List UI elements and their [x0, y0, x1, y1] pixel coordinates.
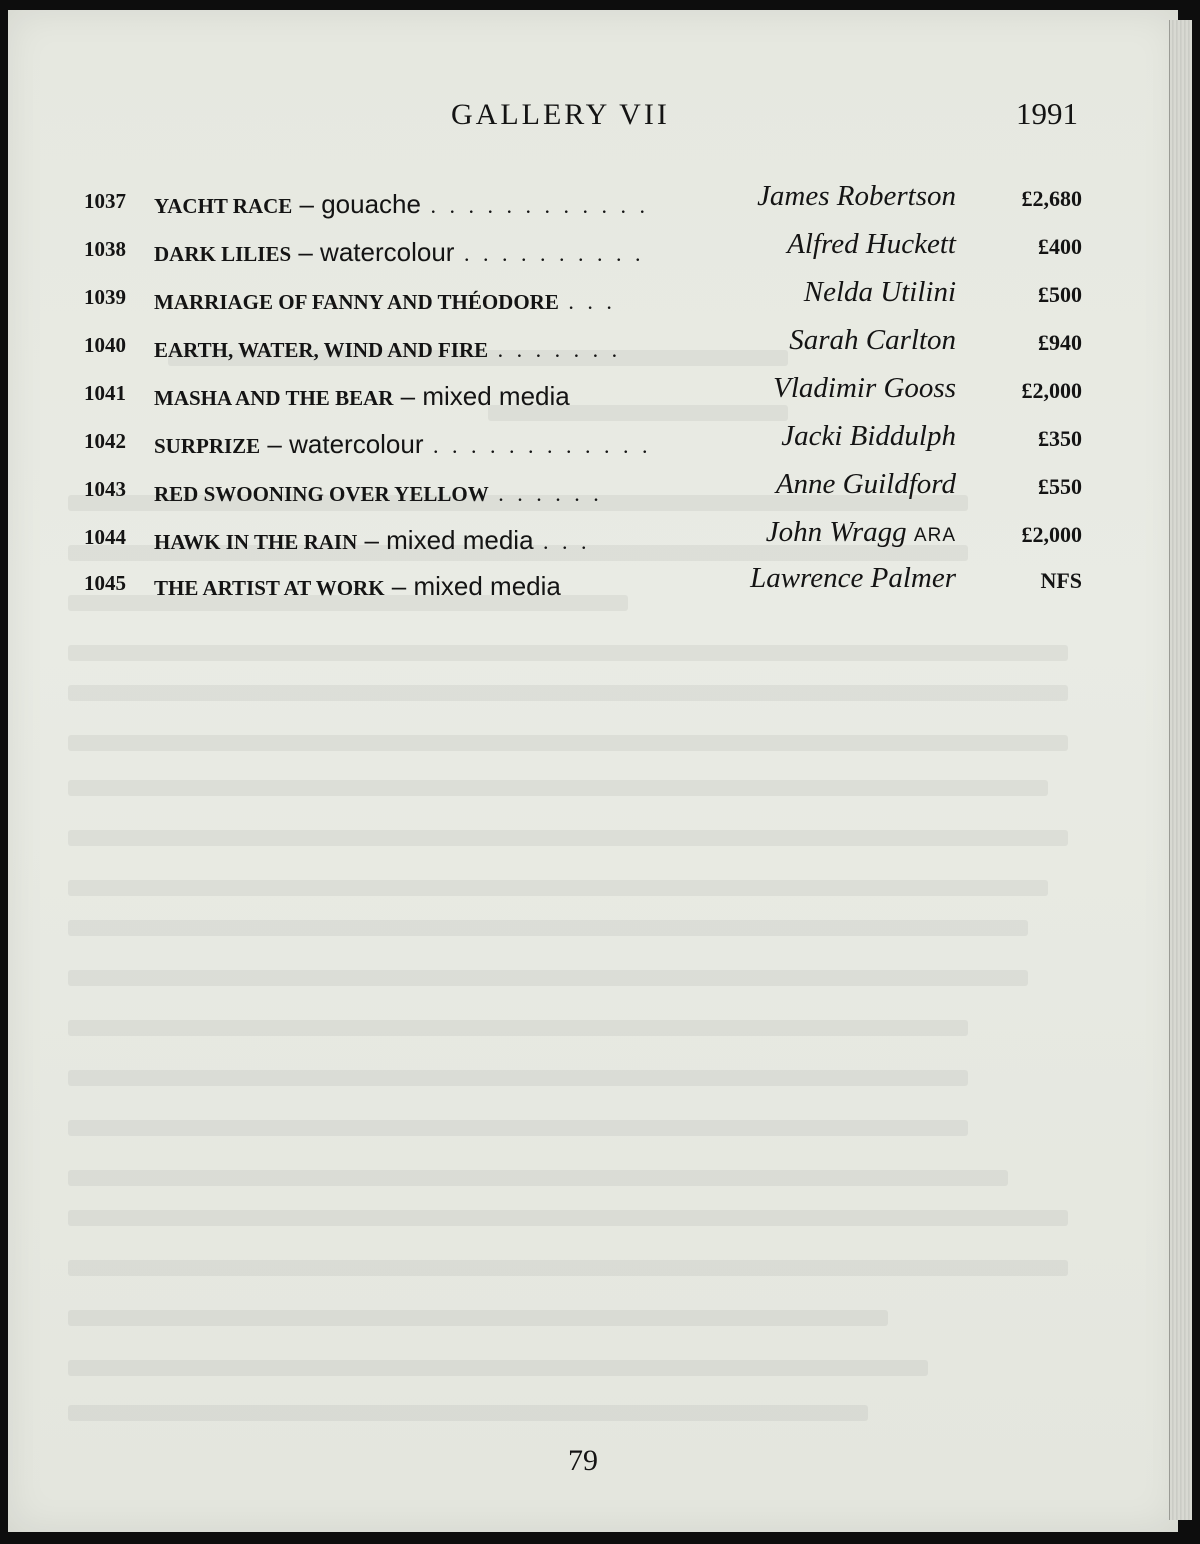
- entry-price: £500: [1038, 282, 1082, 307]
- entry-artist: [804, 276, 956, 309]
- entry-price: £940: [1038, 330, 1082, 355]
- artist-name: Alfred Huckett: [787, 228, 956, 260]
- entry-title: [154, 525, 591, 556]
- entry-medium: – mixed media: [384, 571, 561, 601]
- leader-dots: . . . . . . . . . . . .: [423, 433, 652, 458]
- entry-medium: – mixed media: [393, 381, 570, 411]
- entry-title-text: YACHT RACE: [154, 194, 293, 218]
- entry-medium: – gouache: [292, 189, 421, 219]
- gallery-title: GALLERY VII: [451, 98, 670, 131]
- artist-name: John Wragg: [765, 516, 907, 548]
- leader-dots: . . .: [533, 529, 591, 554]
- entry-number: 1037: [84, 189, 126, 213]
- entry-artist: [773, 372, 956, 405]
- entry-title: [154, 285, 616, 316]
- catalogue-entry: [84, 420, 1084, 460]
- entry-title: [154, 189, 649, 220]
- entry-title-text: MARRIAGE OF FANNY AND THÉODORE: [154, 290, 559, 314]
- entry-title: [154, 381, 570, 412]
- catalogue-entry: [84, 372, 1084, 412]
- entry-number: 1039: [84, 285, 126, 309]
- catalogue-entry: [84, 228, 1084, 268]
- catalogue-entry: [84, 276, 1084, 316]
- entry-title-text: EARTH, WATER, WIND AND FIRE: [154, 338, 489, 362]
- entry-artist: [766, 516, 956, 549]
- catalogue-entry: [84, 516, 1084, 556]
- entry-artist: [757, 180, 956, 213]
- leader-dots: . . . . . .: [488, 481, 603, 506]
- artist-name: Sarah Carlton: [789, 324, 956, 356]
- entry-medium: – watercolour: [260, 429, 424, 459]
- entry-title-text: RED SWOONING OVER YELLOW: [154, 482, 489, 506]
- artist-name: Jacki Biddulph: [781, 420, 956, 452]
- catalogue-entry: [84, 324, 1084, 364]
- entry-number: 1045: [84, 571, 126, 595]
- entry-artist: [789, 324, 956, 357]
- entry-medium: – watercolour: [291, 237, 455, 267]
- entry-title-text: SURPRIZE: [154, 434, 261, 458]
- entry-price: £550: [1038, 474, 1082, 499]
- artist-honor: ARA: [913, 525, 956, 546]
- leader-dots: . . . . . . . . . .: [454, 241, 645, 266]
- artist-name: Lawrence Palmer: [750, 562, 956, 594]
- entry-price: £2,000: [1021, 378, 1082, 403]
- entry-number: 1043: [84, 477, 126, 501]
- artist-name: James Robertson: [757, 180, 956, 212]
- entry-title: [154, 333, 621, 364]
- entry-title: [154, 477, 603, 508]
- artist-name: Anne Guildford: [775, 468, 956, 500]
- entry-medium: – mixed media: [357, 525, 534, 555]
- entry-number: 1041: [84, 381, 126, 405]
- entry-artist: [776, 468, 956, 501]
- entry-title: [154, 237, 644, 268]
- catalogue-entry: [84, 562, 1084, 602]
- page-number: 79: [568, 1444, 598, 1477]
- artist-name: Nelda Utilini: [803, 276, 956, 308]
- entry-title-text: THE ARTIST AT WORK: [154, 576, 385, 600]
- entry-title-text: MASHA AND THE BEAR: [154, 386, 394, 410]
- entry-title-text: HAWK IN THE RAIN: [154, 530, 358, 554]
- catalogue-entry: [84, 468, 1084, 508]
- entry-price: NFS: [1040, 568, 1082, 593]
- book-page-edges: [1169, 20, 1192, 1520]
- entry-number: 1038: [84, 237, 126, 261]
- artist-name: Vladimir Gooss: [773, 372, 956, 404]
- entry-title-text: DARK LILIES: [154, 242, 292, 266]
- entry-artist: [750, 562, 956, 595]
- entry-artist: [787, 228, 956, 261]
- leader-dots: . . . . . . . . . . . .: [420, 193, 649, 218]
- catalogue-entry: [84, 180, 1084, 220]
- entry-number: 1044: [84, 525, 126, 549]
- leader-dots: . . . . . . .: [488, 337, 622, 362]
- catalogue-page: [8, 10, 1178, 1532]
- entry-number: 1042: [84, 429, 126, 453]
- entry-number: 1040: [84, 333, 126, 357]
- entry-title: [154, 429, 652, 460]
- entry-price: £350: [1038, 426, 1082, 451]
- entry-artist: [781, 420, 956, 453]
- catalogue-year: 1991: [1016, 96, 1078, 131]
- entry-price: £400: [1038, 234, 1082, 259]
- leader-dots: . . .: [558, 289, 616, 314]
- entry-price: £2,680: [1021, 186, 1082, 211]
- entry-title: [154, 571, 561, 602]
- entry-price: £2,000: [1021, 522, 1082, 547]
